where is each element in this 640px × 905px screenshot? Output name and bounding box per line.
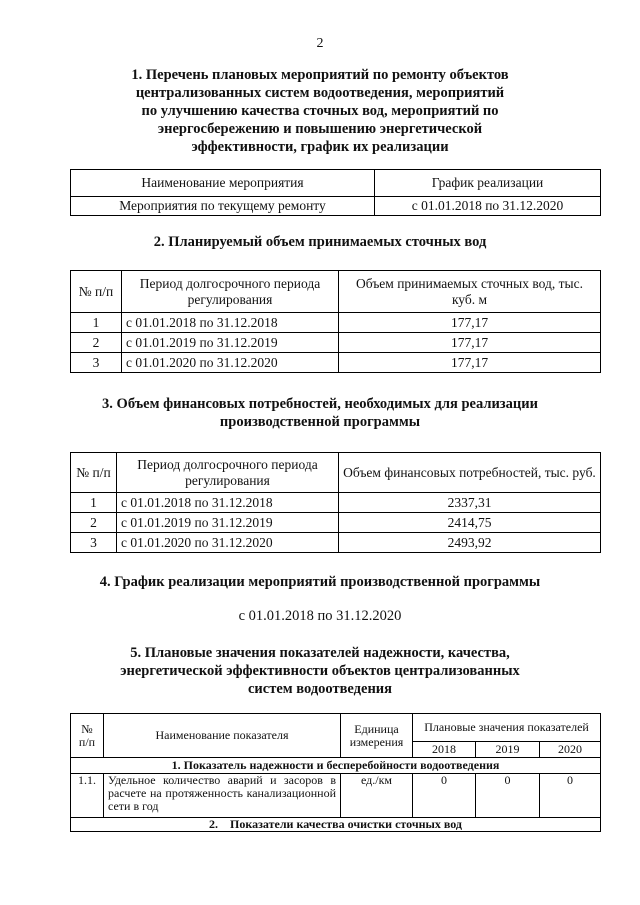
- table-row: [71, 197, 601, 216]
- table-cell: 2337,31: [339, 493, 601, 513]
- table-header-row: [71, 170, 601, 197]
- table-row: [71, 493, 601, 513]
- table-cell: 1: [71, 493, 117, 513]
- table-cell: с 01.01.2018 по 31.12.2018: [122, 313, 339, 333]
- section1-title-line: энергосбережению и повышению энергетической: [157, 121, 483, 137]
- table-cell: с 01.01.2019 по 31.12.2019: [122, 333, 339, 353]
- table-cell: 177,17: [339, 353, 601, 373]
- section2-title: 2. Планируемый объем принимаемых сточных вод: [153, 234, 487, 250]
- header-cell: Наименование показателя: [104, 714, 341, 758]
- section3-title-line: производственной программы: [219, 414, 421, 430]
- table-cell: 1.1.: [71, 774, 104, 818]
- header-cell: График реализации: [375, 170, 601, 197]
- header-cell: Период долгосрочного периода регулирования: [122, 271, 339, 313]
- header-cell: Объем принимаемых сточных вод, тыс. куб. м: [339, 271, 601, 313]
- table-row: [71, 353, 601, 373]
- table-header-row: [71, 271, 601, 313]
- section1-table: [70, 169, 601, 216]
- header-cell: Наименование мероприятия: [71, 170, 375, 197]
- section1-title-line: эффективности, график их реализации: [191, 139, 449, 155]
- group-header: 2. Показатели качества очистки сточных вод: [71, 818, 601, 832]
- table-row: [71, 533, 601, 553]
- header-cell: № п/п: [71, 271, 122, 313]
- table-cell: 0: [476, 774, 540, 818]
- table-cell: 177,17: [339, 313, 601, 333]
- header-cell: Единица измерения: [341, 714, 413, 758]
- year-header: 2020: [540, 742, 601, 758]
- table-cell: 0: [413, 774, 476, 818]
- table-header-row: [71, 714, 601, 742]
- section5-title-line: 5. Плановые значения показателей надежности, качества,: [130, 645, 510, 661]
- table-row: [71, 513, 601, 533]
- section1-title-line: централизованных систем водоотведения, мероприятий: [135, 85, 505, 101]
- table-cell: 2: [71, 333, 122, 353]
- table-group-row: [71, 758, 601, 774]
- table-cell: с 01.01.2020 по 31.12.2020: [117, 533, 339, 553]
- header-cell: № п/п: [71, 453, 117, 493]
- section1-title: [0, 66, 640, 156]
- table-cell: Мероприятия по текущему ремонту: [71, 197, 375, 216]
- table-cell: с 01.01.2018 по 31.12.2018: [117, 493, 339, 513]
- section2-table: [70, 270, 601, 373]
- header-cell: № п/п: [71, 714, 104, 758]
- table-group-row: [71, 818, 601, 832]
- table-cell: ед./км: [341, 774, 413, 818]
- table-cell: Удельное количество аварий и засоров в расчете на протяженность канализационной сети в год: [104, 774, 341, 818]
- year-header: 2018: [413, 742, 476, 758]
- table-cell: 2493,92: [339, 533, 601, 553]
- page-number: 2: [316, 36, 324, 51]
- section3-title: [0, 395, 640, 431]
- table-cell: с 01.01.2020 по 31.12.2020: [122, 353, 339, 373]
- table-cell: 0: [540, 774, 601, 818]
- header-cell: Период долгосрочного периода регулирования: [117, 453, 339, 493]
- group-header: 1. Показатель надежности и бесперебойности водоотведения: [71, 758, 601, 774]
- section4-period: с 01.01.2018 по 31.12.2020: [238, 608, 402, 624]
- table-row: [71, 313, 601, 333]
- table-cell: 2414,75: [339, 513, 601, 533]
- table-cell: с 01.01.2018 по 31.12.2020: [375, 197, 601, 216]
- table-cell: 2: [71, 513, 117, 533]
- section5-title-line: систем водоотведения: [247, 681, 393, 697]
- section1-title-line: по улучшению качества сточных вод, мероприятий по: [141, 103, 499, 119]
- table-cell: 1: [71, 313, 122, 333]
- section3-table: [70, 452, 601, 553]
- section5-title: [0, 644, 640, 698]
- table-row: [71, 333, 601, 353]
- table-cell: с 01.01.2019 по 31.12.2019: [117, 513, 339, 533]
- table-header-row: [71, 453, 601, 493]
- section3-title-line: 3. Объем финансовых потребностей, необходимых для реализации: [102, 396, 538, 412]
- year-header: 2019: [476, 742, 540, 758]
- table-cell: 3: [71, 533, 117, 553]
- header-cell: Плановые значения показателей: [413, 714, 601, 742]
- section5-table: [70, 713, 601, 832]
- section1-title-line: 1. Перечень плановых мероприятий по ремонту объектов: [131, 67, 509, 83]
- section5-title-line: энергетической эффективности объектов централизованных: [120, 663, 520, 679]
- section4-title: 4. График реализации мероприятий производственной программы: [99, 574, 541, 590]
- table-cell: 3: [71, 353, 122, 373]
- table-row: [71, 774, 601, 818]
- header-cell: Объем финансовых потребностей, тыс. руб.: [339, 453, 601, 493]
- table-cell: 177,17: [339, 333, 601, 353]
